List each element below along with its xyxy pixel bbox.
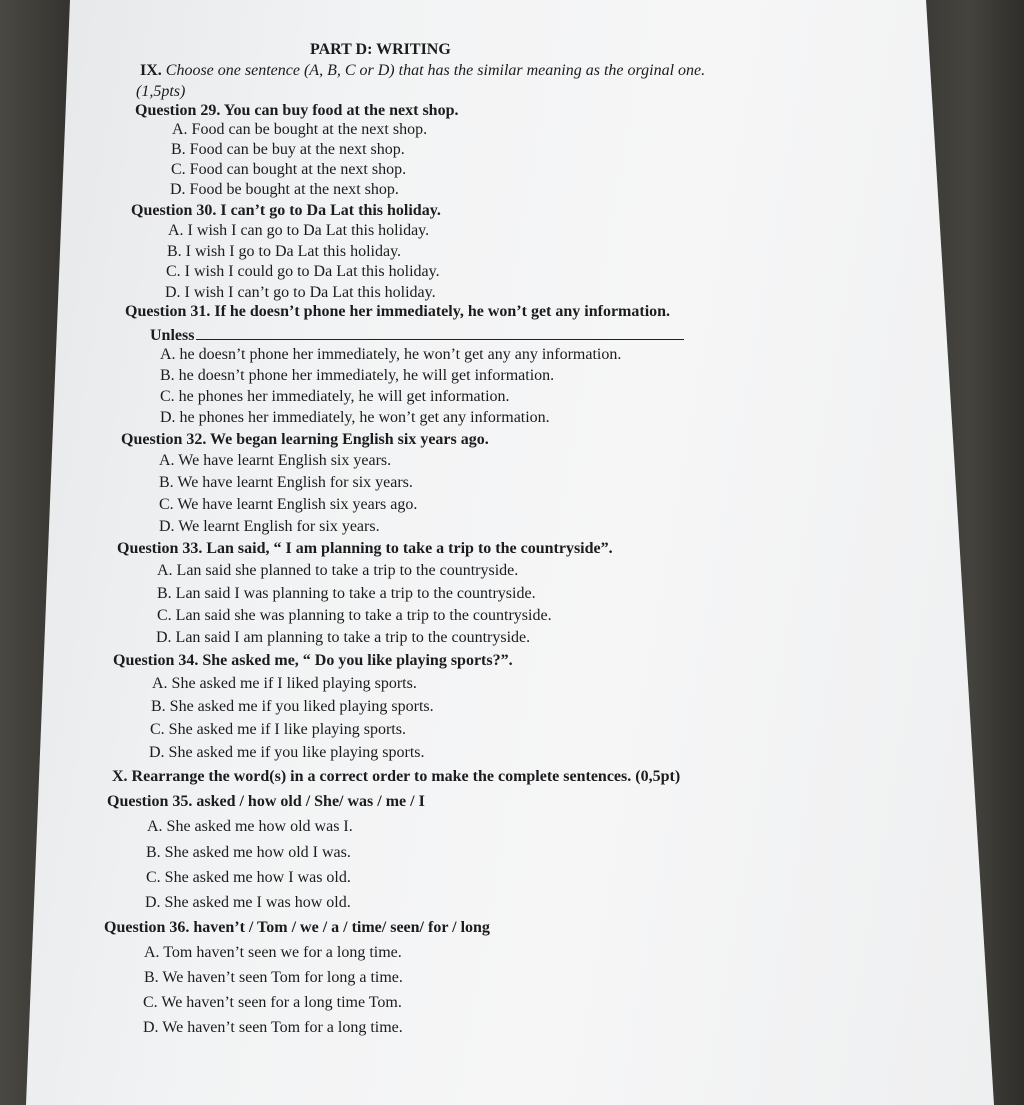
question-32-prompt: Question 32. We began learning English six years ago. [121,431,489,448]
question-35-prompt: Question 35. asked / how old / She/ was / me / I [107,793,425,810]
part-title: PART D: WRITING [310,41,451,58]
section-ix-text: Choose one sentence (A, B, C or D) that has the similar meaning as the orginal one. [165,62,706,79]
question-31-prompt: Question 31. If he doesn’t phone her immediately, he won’t get any information. [125,303,671,320]
q34-option-a: A. She asked me if I liked playing sports. [152,675,417,692]
question-34-prompt: Question 34. She asked me, “ Do you like playing sports?”. [113,652,513,669]
q31-option-a: A. he doesn’t phone her immediately, he won’t get any any information. [160,346,622,363]
q30-option-a: A. I wish I can go to Da Lat this holiday. [168,222,430,239]
section-ix-instruction [140,61,705,81]
q36-option-c: C. We haven’t seen for a long time Tom. [143,994,402,1011]
q33-option-a: A. Lan said she planned to take a trip to the countryside. [157,562,519,579]
q29-option-d: D. Food be bought at the next shop. [170,181,399,198]
q32-option-c: C. We have learnt English six years ago. [159,496,418,513]
q29-option-b: B. Food can be buy at the next shop. [171,141,405,158]
q33-option-d: D. Lan said I am planning to take a trip to the countryside. [156,629,531,646]
q30-option-d: D. I wish I can’t go to Da Lat this holiday. [165,284,436,301]
q34-option-b: B. She asked me if you liked playing sports. [151,698,434,715]
q31-unless-line [150,325,684,346]
q35-option-c: C. She asked me how I was old. [146,869,351,886]
q34-option-d: D. She asked me if you like playing sports. [149,744,425,761]
question-33-prompt: Question 33. Lan said, “ I am planning to take a trip to the countryside”. [117,540,613,557]
q34-option-c: C. She asked me if I like playing sports. [150,721,406,738]
q35-option-b: B. She asked me how old I was. [146,844,351,861]
q35-option-d: D. She asked me I was how old. [145,894,351,911]
q31-option-b: B. he doesn’t phone her immediately, he will get information. [160,367,555,384]
q30-option-b: B. I wish I go to Da Lat this holiday. [167,243,402,260]
q36-option-d: D. We haven’t seen Tom for a long time. [143,1019,403,1036]
q36-option-a: A. Tom haven’t seen we for a long time. [144,944,402,961]
q36-option-b: B. We haven’t seen Tom for long a time. [144,969,403,986]
question-36-prompt: Question 36. haven’t / Tom / we / a / time/ seen/ for / long [104,919,490,936]
q29-option-a: A. Food can be bought at the next shop. [172,121,428,138]
section-x-heading: X. Rearrange the word(s) in a correct order to make the complete sentences. (0,5pt) [112,768,681,785]
q32-option-d: D. We learnt English for six years. [159,518,380,535]
section-ix-label: IX. [140,62,162,79]
answer-blank [196,325,684,340]
q32-option-a: A. We have learnt English six years. [159,452,392,469]
q35-option-a: A. She asked me how old was I. [147,818,353,835]
q33-option-b: B. Lan said I was planning to take a trip to the countryside. [157,585,536,602]
q29-option-c: C. Food can bought at the next shop. [171,161,407,178]
q32-option-b: B. We have learnt English for six years. [159,474,413,491]
q30-option-c: C. I wish I could go to Da Lat this holiday. [166,263,440,280]
question-29-prompt: Question 29. You can buy food at the next shop. [135,102,459,119]
q31-option-c: C. he phones her immediately, he will get information. [160,388,510,405]
section-ix-points: (1,5pts) [136,83,186,100]
q31-option-d: D. he phones her immediately, he won’t get any information. [160,409,550,426]
q31-lead-word: Unless [150,327,195,344]
question-30-prompt: Question 30. I can’t go to Da Lat this holiday. [131,202,441,219]
q33-option-c: C. Lan said she was planning to take a trip to the countryside. [157,607,552,624]
